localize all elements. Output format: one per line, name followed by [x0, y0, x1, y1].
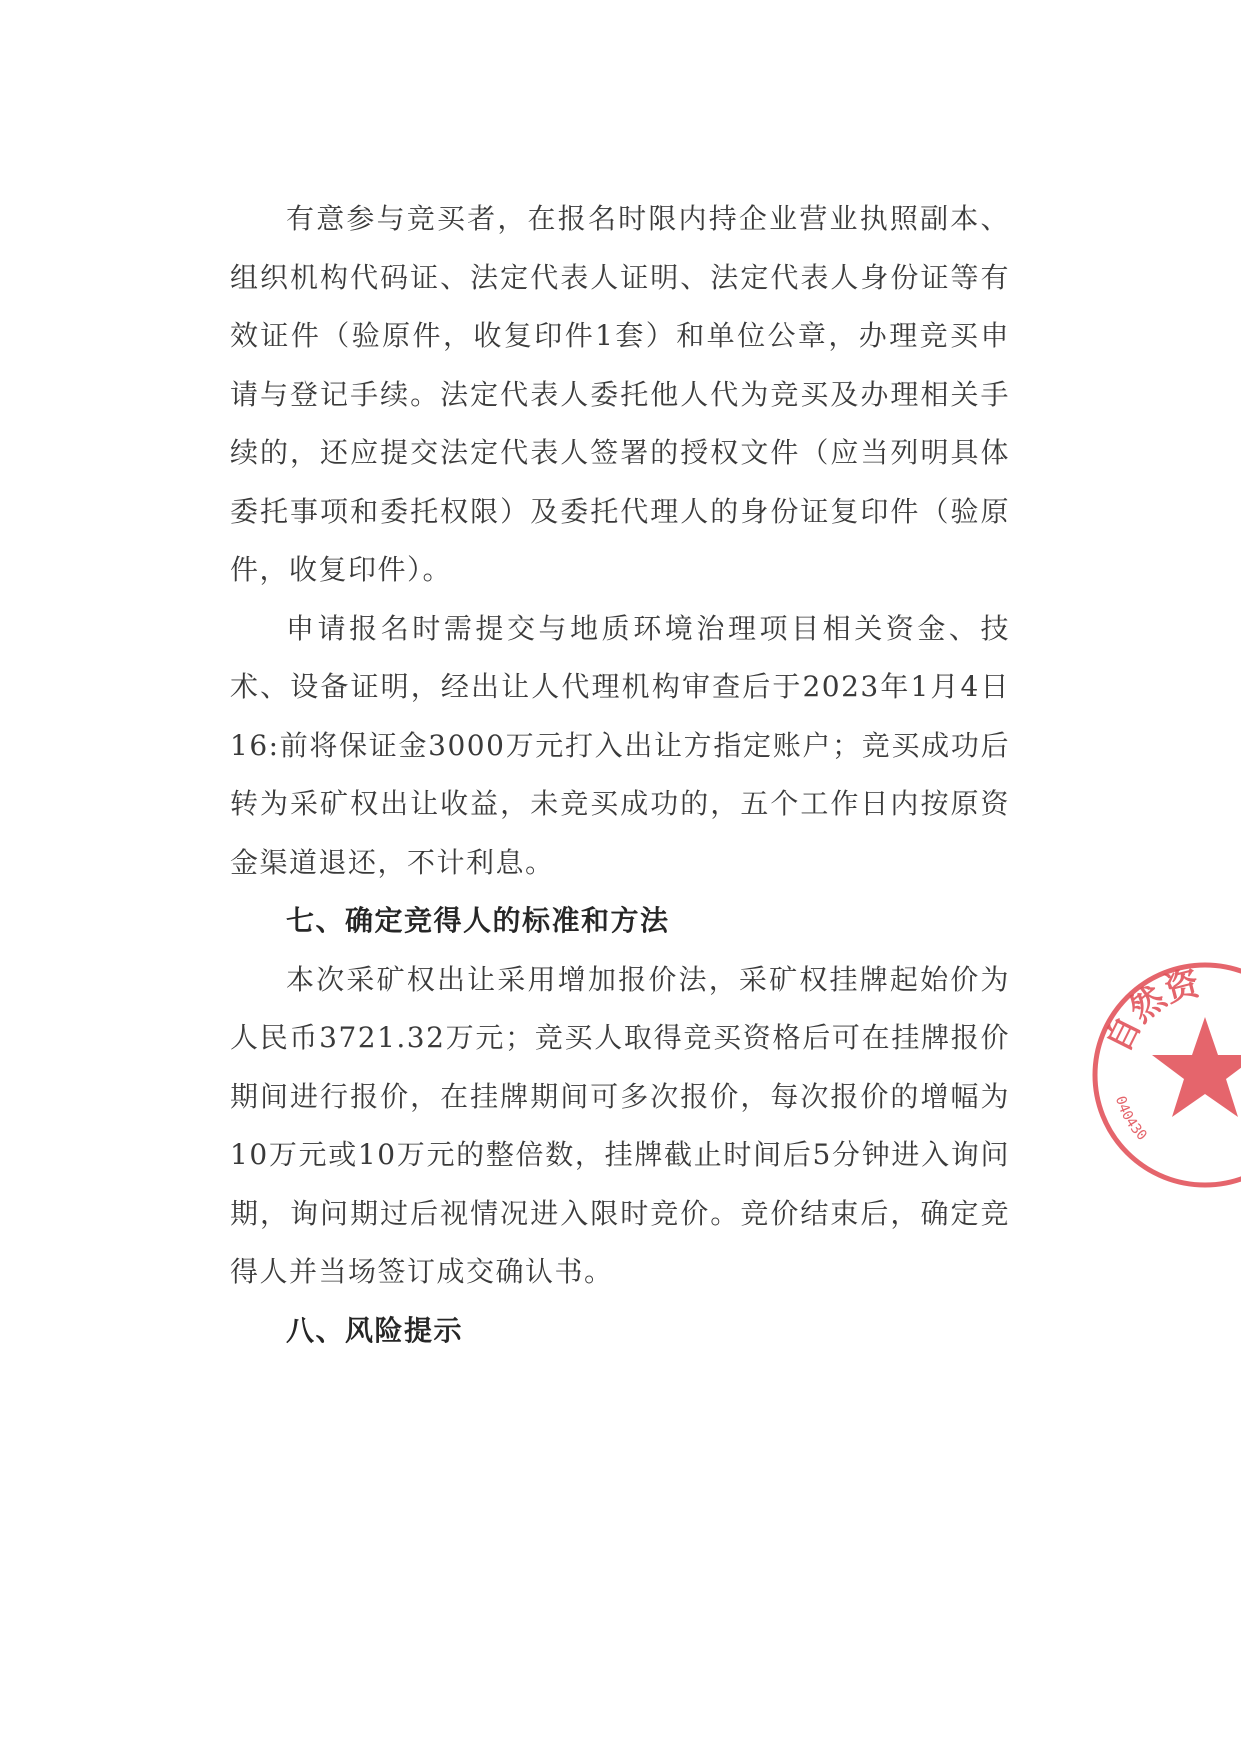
seal-code-path: 040430 [1111, 1094, 1150, 1144]
official-seal-stamp [1085, 955, 1241, 1195]
section-heading-winner-criteria: 七、确定竞得人的标准和方法 [286, 904, 670, 937]
paragraph-registration: 有意参与竞买者，在报名时限内持企业营业执照副本、组织机构代码证、法定代表人证明、法定代表人身份证等有效证件（验原件，收复印件1套）和单位公章，办理竞买申请与登记手续。法定代表人委托他人代为竞买及办理相关手续的，还应提交法定代表人签署的授权文件（应当列明具体委托事项和委托权限）及委托代理人的身份证复印件（验原件，收复印件）。 [230, 202, 1010, 586]
section-heading-risk-notice: 八、风险提示 [286, 1313, 464, 1347]
paragraph-deposit: 申请报名时需提交与地质环境治理项目相关资金、技术、设备证明，经出让人代理机构审查后于2023年1月4日16:前将保证金3000万元打入出让方指定账户；竞买成功后转为采矿权出让收益，未竞买成功的，五个工作日内按原资金渠道退还，不计利息。 [230, 611, 1010, 879]
seal-star-icon [1152, 1017, 1241, 1117]
document-body [230, 190, 1010, 1360]
paragraph-bidding-method: 本次采矿权出让采用增加报价法，采矿权挂牌起始价为人民币3721.32万元；竞买人取得竞买资格后可在挂牌报价期间进行报价，在挂牌期间可多次报价，每次报价的增幅为10万元或10万元的整倍数，挂牌截止时间后5分钟进入询问期，询问期过后视情况进入限时竞价。竞价结束后，确定竞得人并当场签订成交确认书。 [230, 962, 1010, 1288]
seal-text-path: 自然资 [1098, 963, 1204, 1059]
seal-code [1112, 1094, 1150, 1144]
